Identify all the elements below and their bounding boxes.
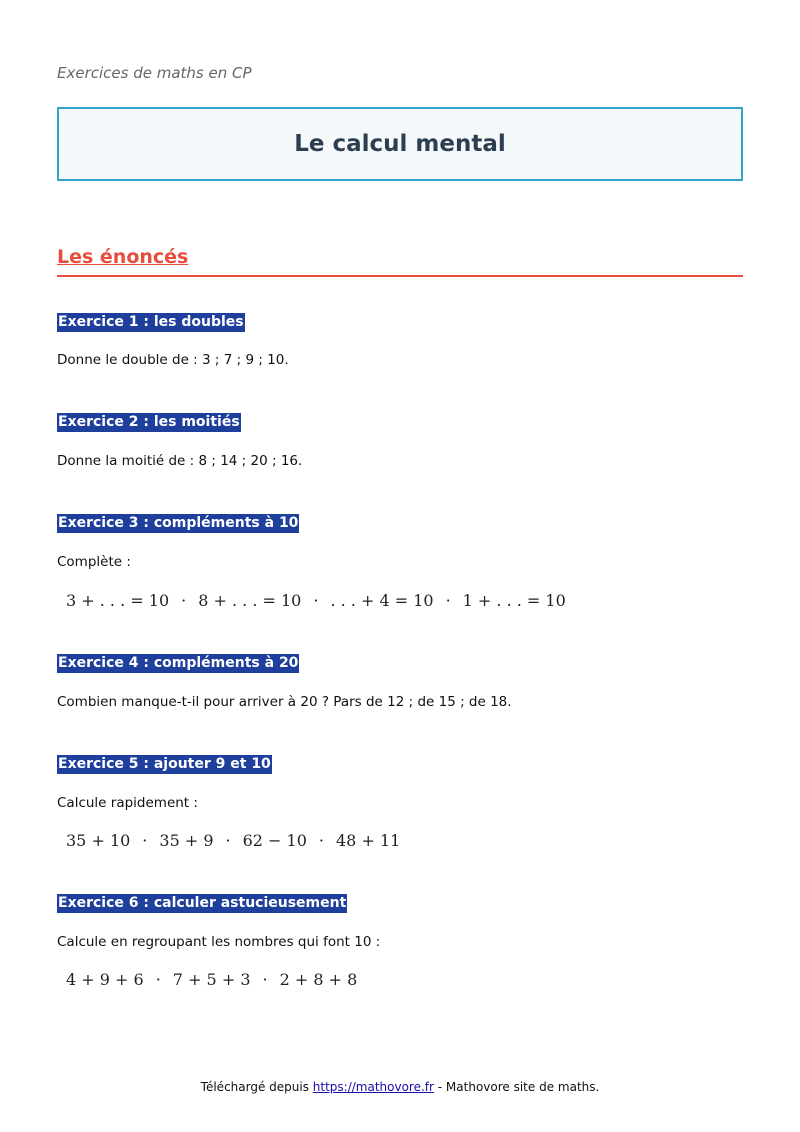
exercise-2-title: Exercice 2 : les moitiés	[58, 414, 240, 430]
math-separator: ·	[225, 831, 231, 850]
exercise-4-text: Combien manque-t-il pour arriver à 20 ? Pars de 12 ; de 15 ; de 18.	[57, 694, 512, 710]
math-separator: ·	[155, 970, 161, 989]
section-title: Les énoncés	[57, 246, 743, 277]
exercise-6-text: Calcule en regroupant les nombres qui font 10 :	[57, 934, 381, 950]
math-separator: ·	[181, 591, 187, 610]
footer-link[interactable]: https://mathovore.fr	[312, 1080, 434, 1094]
math-expression: 3 + . . . = 10	[66, 591, 170, 610]
exercise-6-title: Exercice 6 : calculer astucieusement	[58, 895, 347, 911]
exercise-4-title: Exercice 4 : compléments à 20	[58, 655, 299, 671]
title-box	[57, 107, 743, 181]
math-expression: 2 + 8 + 8	[279, 970, 358, 989]
math-separator: ·	[313, 591, 319, 610]
math-expression: 35 + 9	[159, 831, 214, 850]
exercise-1-title: Exercice 1 : les doubles	[58, 314, 244, 330]
exercise-1-text: Donne le double de : 3 ; 7 ; 9 ; 10.	[57, 352, 289, 368]
math-separator: ·	[262, 970, 268, 989]
math-expression: . . . + 4 = 10	[330, 591, 434, 610]
exercise-5-title: Exercice 5 : ajouter 9 et 10	[58, 756, 271, 772]
footer-prefix: Téléchargé depuis	[200, 1080, 313, 1094]
math-separator: ·	[142, 831, 148, 850]
math-expression: 35 + 10	[66, 831, 131, 850]
math-expression: 48 + 11	[336, 831, 401, 850]
math-separator: ·	[318, 831, 324, 850]
footer-suffix: - Mathovore site de maths.	[433, 1080, 600, 1094]
math-expression: 4 + 9 + 6	[66, 970, 144, 989]
exercise-3-text: Complète :	[57, 554, 131, 570]
exercise-2-text: Donne la moitié de : 8 ; 14 ; 20 ; 16.	[57, 453, 303, 469]
math-expression: 62 − 10	[242, 831, 307, 850]
exercise-5-math	[66, 831, 400, 850]
page-title: Le calcul mental	[294, 131, 506, 157]
page-footer	[0, 1080, 800, 1094]
exercise-6-math	[66, 970, 357, 989]
math-expression: 7 + 5 + 3	[172, 970, 251, 989]
math-expression: 8 + . . . = 10	[198, 591, 302, 610]
page-header: Exercices de maths en CP	[57, 64, 252, 82]
exercise-5-text: Calcule rapidement :	[57, 795, 198, 811]
math-expression: 1 + . . . = 10	[462, 591, 566, 610]
exercise-3-title: Exercice 3 : compléments à 10	[58, 515, 299, 531]
exercise-3-math	[66, 591, 566, 610]
math-separator: ·	[445, 591, 451, 610]
